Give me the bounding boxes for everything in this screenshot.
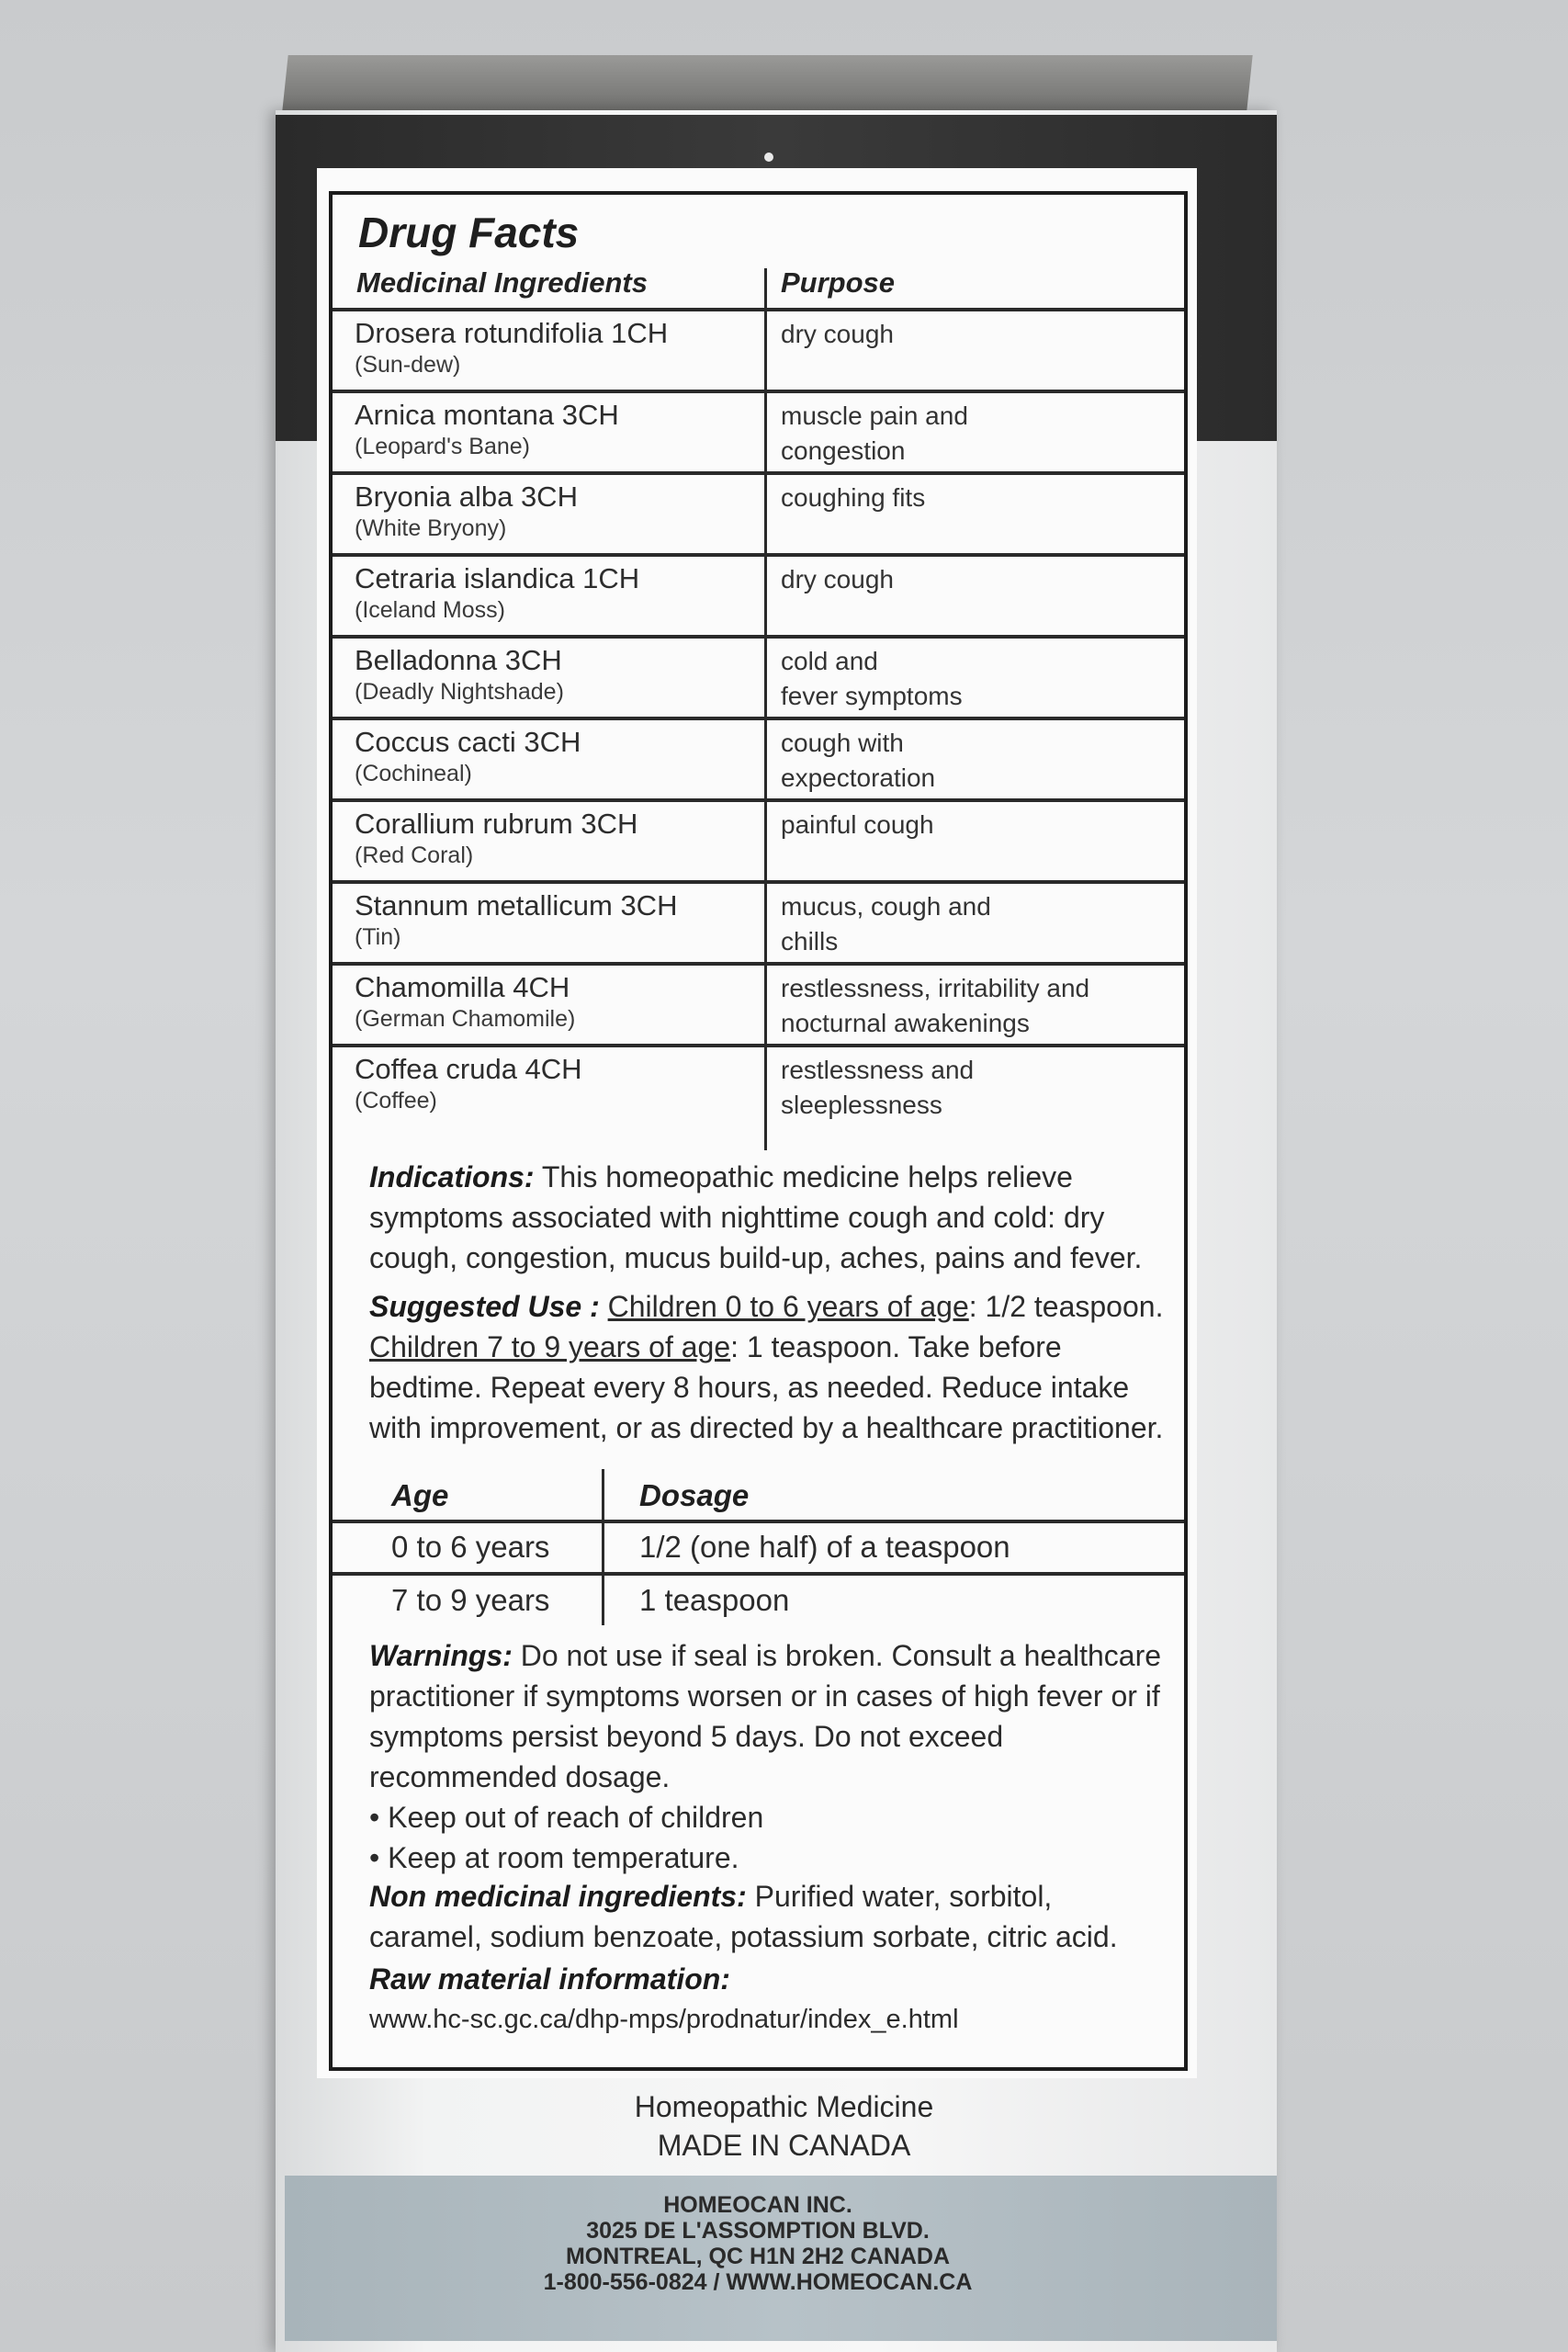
dosage-amount-cell: 1 teaspoon	[639, 1583, 790, 1617]
ingredient-row	[333, 717, 1184, 798]
ingredient-cell	[355, 481, 759, 543]
ingredient-common: (Red Coral)	[355, 842, 474, 868]
non-medicinal-text: Purified water, sorbitol, caramel, sodium benzoate, potassium sorbate, citric acid.	[369, 1880, 1118, 1953]
dosage-header: Dosage	[639, 1478, 750, 1512]
dosage-row-line	[333, 1572, 1184, 1576]
children-0-6-label: Children 0 to 6 years of age	[607, 1290, 969, 1323]
warning-bullet: • Keep at room temperature.	[369, 1841, 739, 1874]
indications-text: This homeopathic medicine helps relieve symptoms associated with nighttime cough and cold: dry cough, congestion, mucus build-up, aches, pains and fever.	[369, 1160, 1143, 1274]
footer-origin	[0, 2087, 1568, 2165]
ingredient-cell	[355, 644, 759, 707]
drug-facts-title: Drug Facts	[358, 209, 580, 256]
company-address-2: MONTREAL, QC H1N 2H2 CANADA	[565, 2244, 951, 2269]
ingredient-row	[333, 798, 1184, 880]
company-contact: 1-800-556-0824 / WWW.HOMEOCAN.CA	[543, 2269, 973, 2295]
company-address-1: 3025 DE L'ASSOMPTION BLVD.	[586, 2218, 930, 2244]
dosage-row-line	[333, 1520, 1184, 1523]
ingredient-cell	[355, 889, 759, 952]
ingredient-cell	[355, 808, 759, 870]
ingredient-row	[333, 635, 1184, 717]
footer-homeopathic: Homeopathic Medicine	[634, 2090, 934, 2123]
ingredient-purpose: cough with expectoration	[781, 729, 936, 792]
ingredient-cell	[355, 726, 759, 788]
ingredient-latin: Bryonia alba 3CH	[355, 481, 578, 513]
company-block	[285, 2192, 1231, 2295]
ingredient-row	[333, 962, 1184, 1044]
ingredient-latin: Coccus cacti 3CH	[355, 726, 581, 758]
ingredient-row	[333, 471, 1184, 553]
ingredient-latin: Chamomilla 4CH	[355, 971, 570, 1003]
ingredient-cell	[355, 1053, 759, 1115]
ingredient-purpose: dry cough	[781, 565, 894, 594]
ingredient-purpose: dry cough	[781, 320, 894, 348]
ingredient-row	[333, 553, 1184, 635]
ingredient-common: (White Bryony)	[355, 515, 507, 541]
ingredient-purpose: restlessness, irritability and nocturnal awakenings	[781, 974, 1090, 1037]
box-pin-dot	[764, 153, 773, 162]
purpose-header: Purpose	[781, 266, 896, 299]
ingredient-row	[333, 308, 1184, 390]
ingredient-row	[333, 390, 1184, 471]
ingredient-latin: Arnica montana 3CH	[355, 399, 619, 431]
dosage-table	[333, 1469, 1184, 1625]
ingredients-table	[333, 308, 1184, 1125]
ingredient-cell	[355, 562, 759, 625]
ingredient-latin: Cetraria islandica 1CH	[355, 562, 640, 594]
ingredient-common: (German Chamomile)	[355, 1006, 576, 1032]
footer-made-in: MADE IN CANADA	[657, 2129, 911, 2162]
ingredient-purpose: cold and fever symptoms	[781, 647, 963, 710]
ingredient-purpose: painful cough	[781, 810, 934, 839]
raw-material-paragraph	[369, 1959, 1168, 2040]
raw-material-label: Raw material information:	[369, 1962, 730, 1996]
indications-paragraph	[369, 1157, 1168, 1278]
warnings-label: Warnings:	[369, 1639, 513, 1672]
warnings-text: Do not use if seal is broken. Consult a healthcare practitioner if symptoms worsen or in cases of high fever or if symptoms persist beyond 5 days. Do not exceed recommended dosage.	[369, 1639, 1162, 1793]
dose-0-6-text: : 1/2 teaspoon.	[968, 1290, 1164, 1323]
company-name: HOMEOCAN INC.	[663, 2192, 852, 2218]
ingredient-common: (Leopard's Bane)	[355, 434, 531, 459]
suggested-use-label: Suggested Use :	[369, 1290, 600, 1323]
drug-facts-panel	[329, 191, 1188, 2071]
ingredient-common: (Coffee)	[355, 1088, 437, 1114]
ingredient-row	[333, 880, 1184, 962]
warnings-paragraph	[369, 1635, 1168, 1878]
ingredient-cell	[355, 399, 759, 461]
ingredient-common: (Tin)	[355, 924, 401, 950]
dosage-amount-cell: 1/2 (one half) of a teaspoon	[639, 1530, 1010, 1564]
ingredients-header: Medicinal Ingredients	[356, 266, 648, 299]
ingredient-cell	[355, 317, 759, 379]
suggested-use-paragraph	[369, 1286, 1168, 1448]
age-header: Age	[391, 1478, 449, 1512]
ingredient-cell	[355, 971, 759, 1034]
ingredient-common: (Iceland Moss)	[355, 597, 505, 623]
raw-material-url: www.hc-sc.gc.ca/dhp-mps/prodnatur/index_e.html	[369, 2005, 959, 2034]
ingredient-purpose: mucus, cough and chills	[781, 892, 991, 956]
ingredient-latin: Corallium rubrum 3CH	[355, 808, 638, 840]
ingredient-purpose: restlessness and sleeplessness	[781, 1056, 975, 1119]
ingredient-common: (Deadly Nightshade)	[355, 679, 564, 705]
non-medicinal-paragraph	[369, 1876, 1168, 1957]
indications-label: Indications:	[369, 1160, 535, 1193]
ingredient-latin: Belladonna 3CH	[355, 644, 562, 676]
children-7-9-label: Children 7 to 9 years of age	[369, 1330, 731, 1363]
ingredient-purpose: muscle pain and congestion	[781, 401, 968, 465]
ingredient-purpose: coughing fits	[781, 483, 926, 512]
ingredient-latin: Coffea cruda 4CH	[355, 1053, 582, 1085]
dosage-age-cell: 7 to 9 years	[391, 1583, 550, 1617]
ingredient-common: (Cochineal)	[355, 761, 472, 786]
ingredient-latin: Drosera rotundifolia 1CH	[355, 317, 669, 349]
non-medicinal-label: Non medicinal ingredients:	[369, 1880, 747, 1913]
ingredient-row	[333, 1044, 1184, 1125]
warning-bullet: • Keep out of reach of children	[369, 1801, 764, 1834]
dosage-age-cell: 0 to 6 years	[391, 1530, 550, 1564]
dosage-divider	[602, 1469, 604, 1625]
ingredient-common: (Sun-dew)	[355, 352, 461, 378]
ingredient-latin: Stannum metallicum 3CH	[355, 889, 678, 922]
suggested-use-rest: : 1 teaspoon. Take before bedtime. Repeat every 8 hours, as needed. Reduce intake with improvement, or as directed by a healthcare practitioner.	[369, 1330, 1164, 1444]
